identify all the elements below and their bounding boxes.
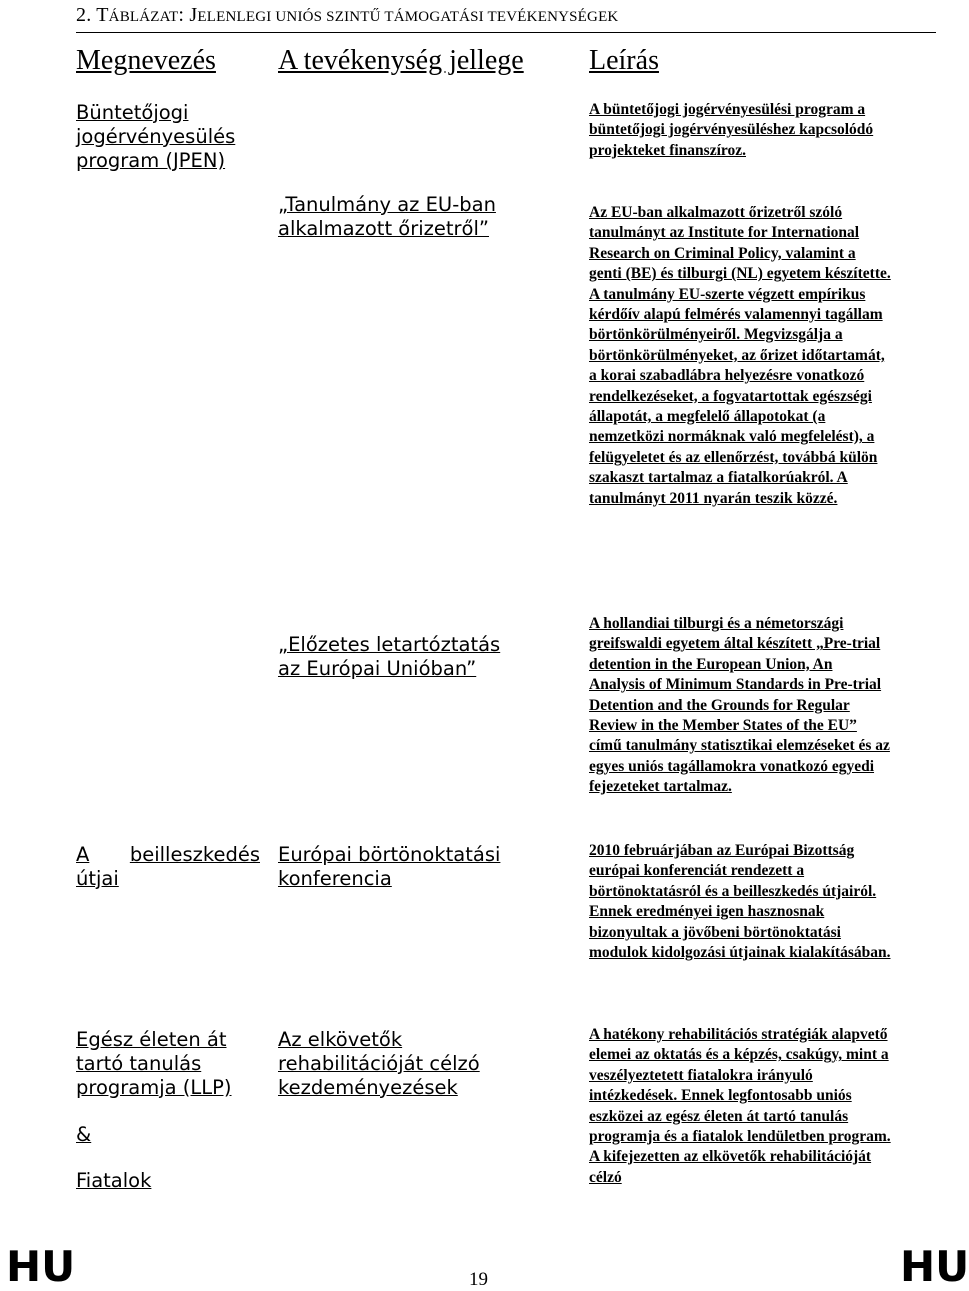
row-llp-name2: Fiatalok xyxy=(76,1169,152,1192)
row-study-activity: „Tanulmány az EU-ban alkalmazott őrizetről” xyxy=(278,193,496,240)
row-llp-activity: Az elkövetők rehabilitációját célzó kezdeményezések xyxy=(278,1028,480,1099)
row-jpen-name: Büntetőjogi jogérvényesülés program (JPEN) xyxy=(76,101,236,172)
row-llp-amp: & xyxy=(76,1123,92,1146)
reintegration-name-line1 xyxy=(76,843,260,867)
table-number: 2. xyxy=(76,4,92,26)
reintegration-word-a: A xyxy=(76,843,90,866)
column-header-activity: A tevékenység jellege xyxy=(278,45,524,76)
column-header-name: Megnevezés xyxy=(76,45,216,76)
row-pretrial-description: A hollandiai tilburgi és a németországi greifswaldi egyetem által készített „Pre-trial detention in the European Union, An Analysis of Minimum Standards in Pre-trial Detention and the Grounds for Regular Review in the Member States of the EU” című tanulmány statisztikai elemzéseket és az egyes uniós tagállamokra vonatkozó egyedi fejezeteket tartalmaz. xyxy=(589,615,890,796)
heading-sc-2: ELENLEGI UNIÓS SZINTŰ TÁMOGATÁSI TEVÉKENYSÉGEK xyxy=(197,9,619,25)
row-llp-description: A hatékony rehabilitációs stratégiák alapvető elemei az oktatás és a képzés, csakúgy, mint a veszélyeztetett fiatalokra irányuló intézkedések. Ennek legfontosabb uniós eszközei az egész életen át tartó tanulás programja és a fiatalok lendületben program. A kifejezetten az elkövetők rehabilitációját célzó xyxy=(589,1026,891,1186)
heading-sep: : J xyxy=(178,4,198,26)
row-llp-name: Egész életen át tartó tanulás programja (LLP) xyxy=(76,1028,232,1099)
row-pretrial-activity: „Előzetes letartóztatás az Európai Unióban” xyxy=(278,633,501,680)
reintegration-name-line2: útjai xyxy=(76,867,119,890)
row-reintegration-description: 2010 februárjában az Európai Bizottság európai konferenciát rendezett a börtönoktatásról és a beilleszkedés útjairól. Ennek eredményei igen hasznosnak bizonyultak a jövőbeni börtönoktatási modulok kidolgozási útjainak kialakításában. xyxy=(589,842,891,962)
row-reintegration-name xyxy=(76,843,260,891)
footer-language-right: HU xyxy=(900,1242,969,1291)
page-number: 19 xyxy=(469,1269,488,1290)
heading-t: T xyxy=(96,4,109,26)
table-heading xyxy=(76,3,936,33)
heading-sc-1: ÁBLÁZAT xyxy=(108,9,179,25)
reintegration-word-2: beilleszkedés xyxy=(129,843,260,866)
footer-language-left: HU xyxy=(6,1242,76,1291)
row-study-description: Az EU-ban alkalmazott őrizetről szóló tanulmányt az Institute for International Research on Criminal Policy, valamint a genti (BE) és tilburgi (NL) egyetem készítette. A tanulmány EU-szerte végzett empírikus kérdőív alapú felmérés valamennyi tagállam börtönkörülményeiről. Megvizsgálja a börtönkörülményeket, az őrizet időtartamát, a korai szabadlábra helyezésre vonatkozó rendelkezéseket, a fogvatartottak egészségi állapotát, a megfelelő állapotokat (a nemzetközi normáknak való megfelelést), a felügyeletet és az ellenőrzést, továbbá külön szakaszt tartalmaz a fiatalkorúakról. A tanulmányt 2011 nyarán teszik közzé. xyxy=(589,204,891,507)
column-header-description: Leírás xyxy=(589,45,659,76)
row-jpen-description: A büntetőjogi jogérvényesülési program a büntetőjogi jogérvényesüléshez kapcsolódó projekteket finanszíroz. xyxy=(589,101,874,159)
row-reintegration-activity: Európai börtönoktatási konferencia xyxy=(278,843,501,890)
